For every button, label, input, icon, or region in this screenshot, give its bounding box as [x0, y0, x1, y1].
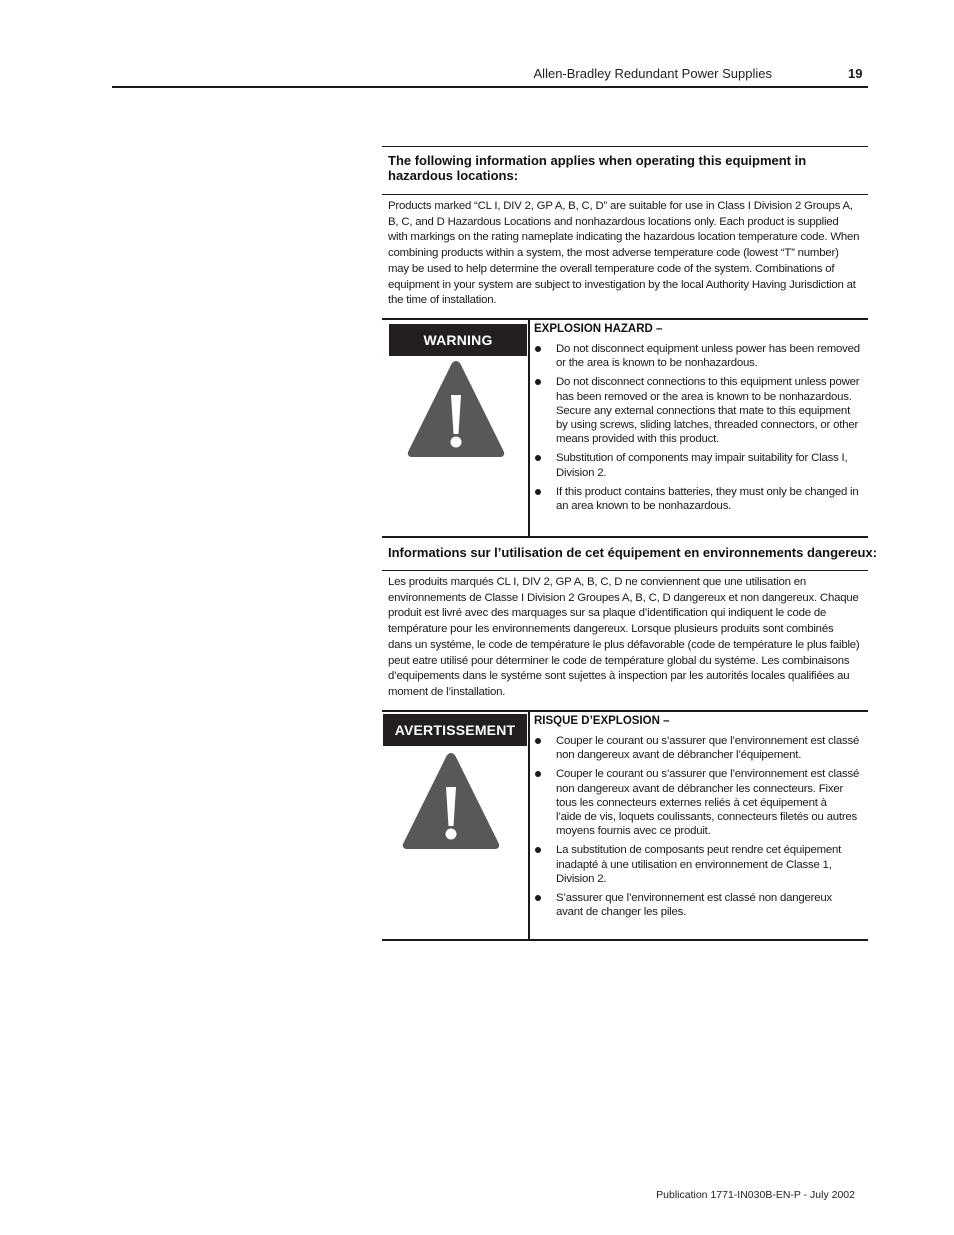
english-paragraph: Products marked “CL I, DIV 2, GP A, B, C, D” are suitable for use in Class I Division 2 Groups A, B, C, and D Hazardous Locations and nonhazardous locations only. Each product is supplied with markings on the rating nameplate indicating the hazardous location temperature code. When combining products within a system, the most adverse temperature code (lowest “T” number) may be used to help determine the overall temperature code of the system. Combinations of equipment in your system are subject to investigation by the local Authority Having Jurisdiction at the time of installation.: [388, 200, 860, 307]
avertissement-top-rule: [382, 710, 868, 712]
french-paragraph: Les produits marqués CL I, DIV 2, GP A, B, C, D ne conviennent que une utilisation en environnements de Classe I Division 2 Groupes A, B, C, D dangereux et non dangereux. Chaque produit est livré avec des marquages sur sa plaque d’identification qui indiquent le code de température pour les environnements dangereux. Lorsque plusieurs produits sont combinés dans un systéme, le code de température le plus défavorable (code de température le plus faible) peut eatre utilisé pour déterminer le code de température global du systéme. Les combinaisons d’equipements dans le systéme sont sujettes à inspection par les autorités locales qualifiées au moment de l’installation.: [388, 576, 860, 698]
heading-rule: [382, 194, 868, 195]
risque-explosion-title: RISQUE D’EXPLOSION –: [534, 715, 670, 727]
list-item: Couper le courant ou s’assurer que l’environnement est classé non dangereux avant de débrancher l’équipement.: [534, 734, 860, 762]
list-item: Substitution of components may impair suitability for Class I, Division 2.: [534, 451, 860, 479]
explosion-hazard-title: EXPLOSION HAZARD –: [534, 323, 663, 335]
english-heading: The following information applies when operating this equipment in hazardous locations:: [388, 153, 807, 183]
running-header-title: Allen-Bradley Redundant Power Supplies: [533, 66, 772, 81]
warning-divider: [528, 320, 530, 537]
heading-rule: [382, 570, 868, 571]
header-rule: [112, 86, 868, 88]
french-heading: Informations sur l’utilisation de cet équipement en environnements dangereux:: [388, 545, 878, 560]
warning-label: WARNING: [389, 324, 527, 356]
list-item: Do not disconnect connections to this equipment unless power has been removed or the area is known to be nonhazardous. Secure any external connections that mate to this equipment by using screws, sliding latches, threaded connectors, or other means provided with this product.: [534, 375, 860, 446]
avertissement-divider: [528, 712, 530, 941]
list-item: Do not disconnect equipment unless power has been removed or the area is known to be nonhazardous.: [534, 342, 860, 370]
warning-top-rule: [382, 318, 868, 320]
list-item: La substitution de composants peut rendre cet équipement inadapté à une utilisation en environnement de Classe 1, Division 2.: [534, 843, 860, 886]
list-item: S’assurer que l’environnement est classé non dangereux avant de changer les piles.: [534, 891, 860, 919]
section-top-rule: [382, 146, 868, 147]
warning-bottom-rule: [382, 536, 868, 538]
french-bullet-list: [534, 734, 860, 924]
list-item: If this product contains batteries, they must only be changed in an area known to be nonhazardous.: [534, 485, 860, 513]
warning-triangle-icon: [405, 358, 507, 460]
warning-triangle-icon: [400, 750, 502, 852]
avertissement-label: AVERTISSEMENT: [383, 714, 527, 746]
list-item: Couper le courant ou s’assurer que l’environnement est classé non dangereux avant de débrancher les connecteurs. Fixer tous les connecteurs externes reliés à cet équipement à l’aide de vis, loquets coulissants, connecteurs filetés ou autres moyens fournis avec ce produit.: [534, 767, 860, 838]
page-number: 19: [848, 66, 863, 81]
english-bullet-list: [534, 342, 860, 518]
avertissement-bottom-rule: [382, 939, 868, 941]
publication-footer: Publication 1771-IN030B-EN-P - July 2002: [656, 1189, 855, 1201]
